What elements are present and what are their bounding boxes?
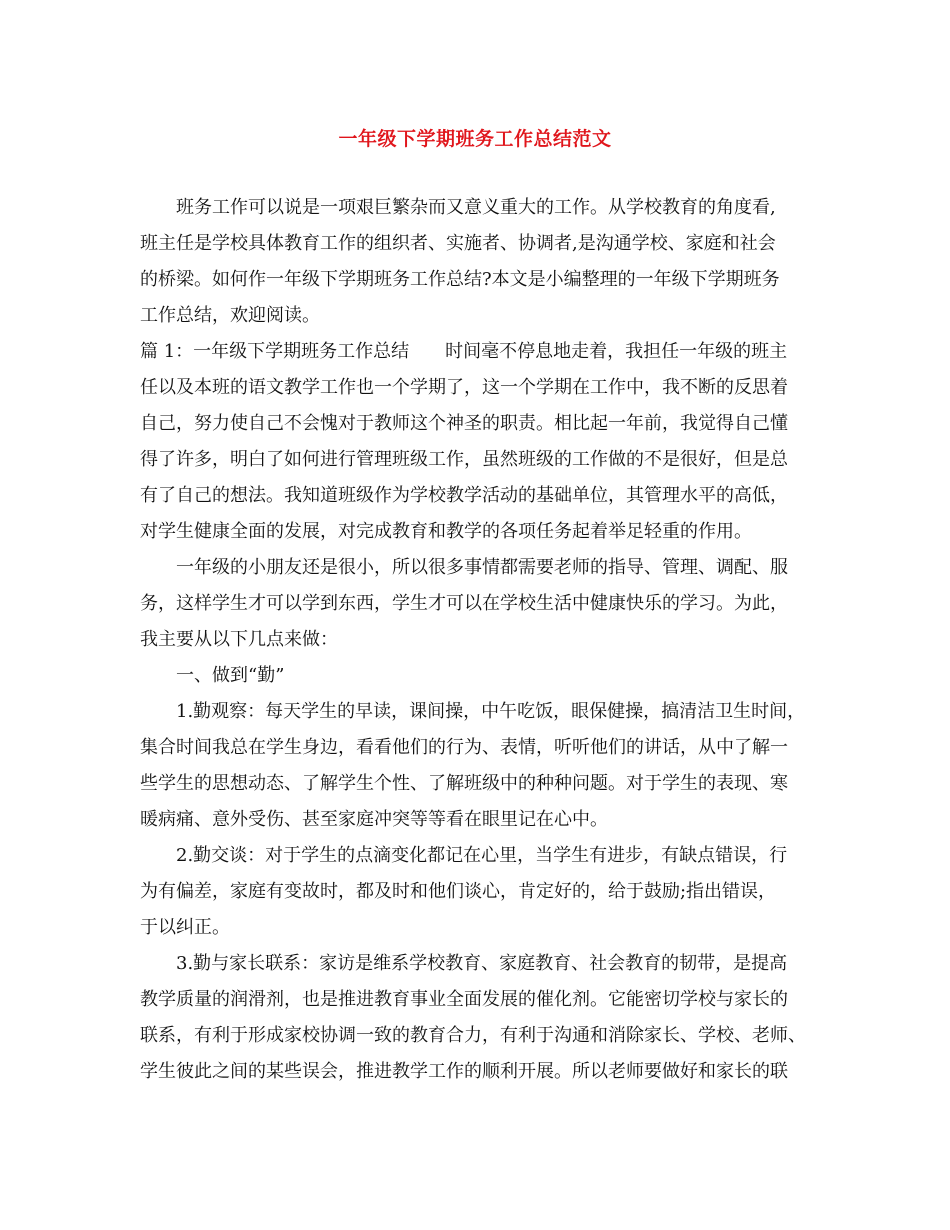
body-line: 一、做到“勤” xyxy=(140,665,285,686)
body-line: 于以纠正。 xyxy=(140,917,230,938)
body-line: 些学生的思想动态、了解学生个性、了解班级中的种种问题。对于学生的表现、寒 xyxy=(140,773,788,794)
body-line: 学生彼此之间的某些误会，推进教学工作的顺利开展。所以老师要做好和家长的联 xyxy=(140,1061,788,1082)
body-line: 暖病痛、意外受伤、甚至家庭冲突等等看在眼里记在心中。 xyxy=(140,809,608,830)
body-line: 一年级的小朋友还是很小，所以很多事情都需要老师的指导、管理、调配、服 xyxy=(140,557,788,578)
body-line: 任以及本班的语文教学工作也一个学期了，这一个学期在工作中，我不断的反思着 xyxy=(140,377,788,398)
body-line: 自己，努力使自己不会愧对于教师这个神圣的职责。相比起一年前，我觉得自己懂 xyxy=(140,413,788,434)
body-line: 班务工作可以说是一项艰巨繁杂而又意义重大的工作。从学校教育的角度看, xyxy=(140,197,776,218)
body-line: 篇 1：一年级下学期班务工作总结 时间毫不停息地走着，我担任一年级的班主 xyxy=(140,341,788,362)
body-line: 的桥梁。如何作一年级下学期班务工作总结?本文是小编整理的一年级下学期班务 xyxy=(140,269,780,290)
body-line: 有了自己的想法。我知道班级作为学校教学活动的基础单位，其管理水平的高低， xyxy=(140,485,788,506)
body-line: 3.勤与家长联系：家访是维系学校教育、家庭教育、社会教育的韧带，是提高 xyxy=(140,953,788,974)
body-line: 务，这样学生才可以学到东西，学生才可以在学校生活中健康快乐的学习。为此， xyxy=(140,593,788,614)
body-line: 班主任是学校具体教育工作的组织者、实施者、协调者,是沟通学校、家庭和社会 xyxy=(140,233,776,254)
body-line: 为有偏差，家庭有变故时，都及时和他们谈心，肯定好的，给于鼓励;指出错误， xyxy=(140,881,777,902)
body-line: 2.勤交谈：对于学生的点滴变化都记在心里，当学生有进步，有缺点错误，行 xyxy=(140,845,788,866)
body-line: 对学生健康全面的发展，对完成教育和教学的各项任务起着举足轻重的作用。 xyxy=(140,521,752,542)
body-line: 联系，有利于形成家校协调一致的教育合力，有利于沟通和消除家长、学校、老师、 xyxy=(140,1025,806,1046)
document-title: 一年级下学期班务工作总结范文 xyxy=(338,128,612,150)
body-line: 得了许多，明白了如何进行管理班级工作，虽然班级的工作做的不是很好，但是总 xyxy=(140,449,788,470)
body-line: 我主要从以下几点来做： xyxy=(140,629,338,650)
body-line: 工作总结，欢迎阅读。 xyxy=(140,305,320,326)
body-line: 教学质量的润滑剂，也是推进教育事业全面发展的催化剂。它能密切学校与家长的 xyxy=(140,989,788,1010)
body-line: 集合时间我总在学生身边，看看他们的行为、表情，听听他们的讲话，从中了解一 xyxy=(140,737,788,758)
body-line: 1.勤观察：每天学生的早读，课间操，中午吃饭，眼保健操，搞清洁卫生时间， xyxy=(140,701,806,722)
